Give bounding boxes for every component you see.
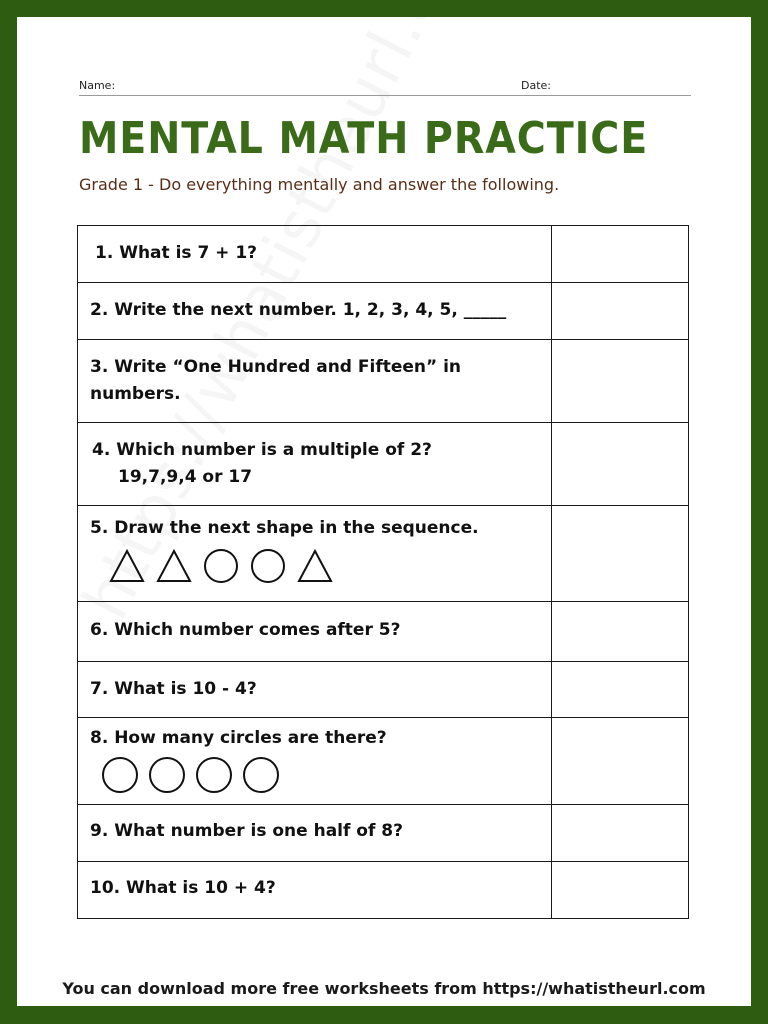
triangle-shape — [296, 548, 334, 584]
date-label: Date: — [521, 79, 551, 92]
circle-shape — [194, 756, 234, 794]
answer-cell[interactable] — [551, 662, 688, 718]
answer-cell[interactable] — [551, 718, 688, 805]
circle-group — [90, 756, 539, 794]
question-cell — [78, 226, 552, 283]
answer-cell[interactable] — [551, 602, 688, 662]
question-text: 3. Write “One Hundred and Fifteen” in numbers. — [90, 357, 462, 404]
question-text: 5. Draw the next shape in the sequence. — [90, 518, 479, 538]
question-cell — [78, 423, 552, 506]
page-title: MENTAL MATH PRACTICE — [79, 113, 649, 164]
table-row — [78, 340, 689, 423]
question-text: 2. Write the next number. 1, 2, 3, 4, 5, _____ — [90, 300, 507, 320]
footer-note: You can download more free worksheets from https://whatistheurl.com — [62, 979, 706, 998]
table-row — [78, 602, 689, 662]
answer-cell[interactable] — [551, 805, 688, 862]
question-cell — [78, 506, 552, 602]
table-row — [78, 718, 689, 805]
question-text: 10. What is 10 + 4? — [90, 878, 276, 898]
question-cell — [78, 805, 552, 862]
question-text: 4. Which number is a multiple of 2? — [92, 440, 432, 460]
table-row — [78, 226, 689, 283]
question-text: 8. How many circles are there? — [90, 728, 387, 748]
circle-shape — [100, 756, 140, 794]
question-text: 9. What number is one half of 8? — [90, 821, 403, 841]
shape-sequence — [90, 548, 539, 584]
name-label: Name: — [79, 79, 116, 92]
table-row — [78, 862, 689, 919]
question-cell — [78, 602, 552, 662]
circle-shape — [249, 548, 287, 584]
question-cell — [78, 283, 552, 340]
question-cell — [78, 662, 552, 718]
triangle-shape — [155, 548, 193, 584]
question-cell — [78, 862, 552, 919]
answer-cell[interactable] — [551, 283, 688, 340]
table-row — [78, 283, 689, 340]
table-row — [78, 506, 689, 602]
answer-cell[interactable] — [551, 340, 688, 423]
circle-shape — [202, 548, 240, 584]
question-cell — [78, 718, 552, 805]
circle-shape — [147, 756, 187, 794]
table-row — [78, 423, 689, 506]
circle-shape — [241, 756, 281, 794]
worksheet-page — [17, 17, 751, 1006]
table-row — [78, 805, 689, 862]
question-text: 6. Which number comes after 5? — [90, 620, 401, 640]
question-text: 7. What is 10 - 4? — [90, 679, 257, 699]
answer-cell[interactable] — [551, 423, 688, 506]
answer-cell[interactable] — [551, 226, 688, 283]
table-row — [78, 662, 689, 718]
question-text: 1. What is 7 + 1? — [95, 243, 258, 263]
question-cell — [78, 340, 552, 423]
triangle-shape — [108, 548, 146, 584]
page-subtitle: Grade 1 - Do everything mentally and answer the following. — [79, 175, 560, 194]
name-date-line — [79, 79, 691, 96]
answer-cell[interactable] — [551, 506, 688, 602]
answer-options: 19,7,9,4 or 17 — [118, 467, 253, 487]
question-table — [77, 225, 689, 919]
answer-cell[interactable] — [551, 862, 688, 919]
